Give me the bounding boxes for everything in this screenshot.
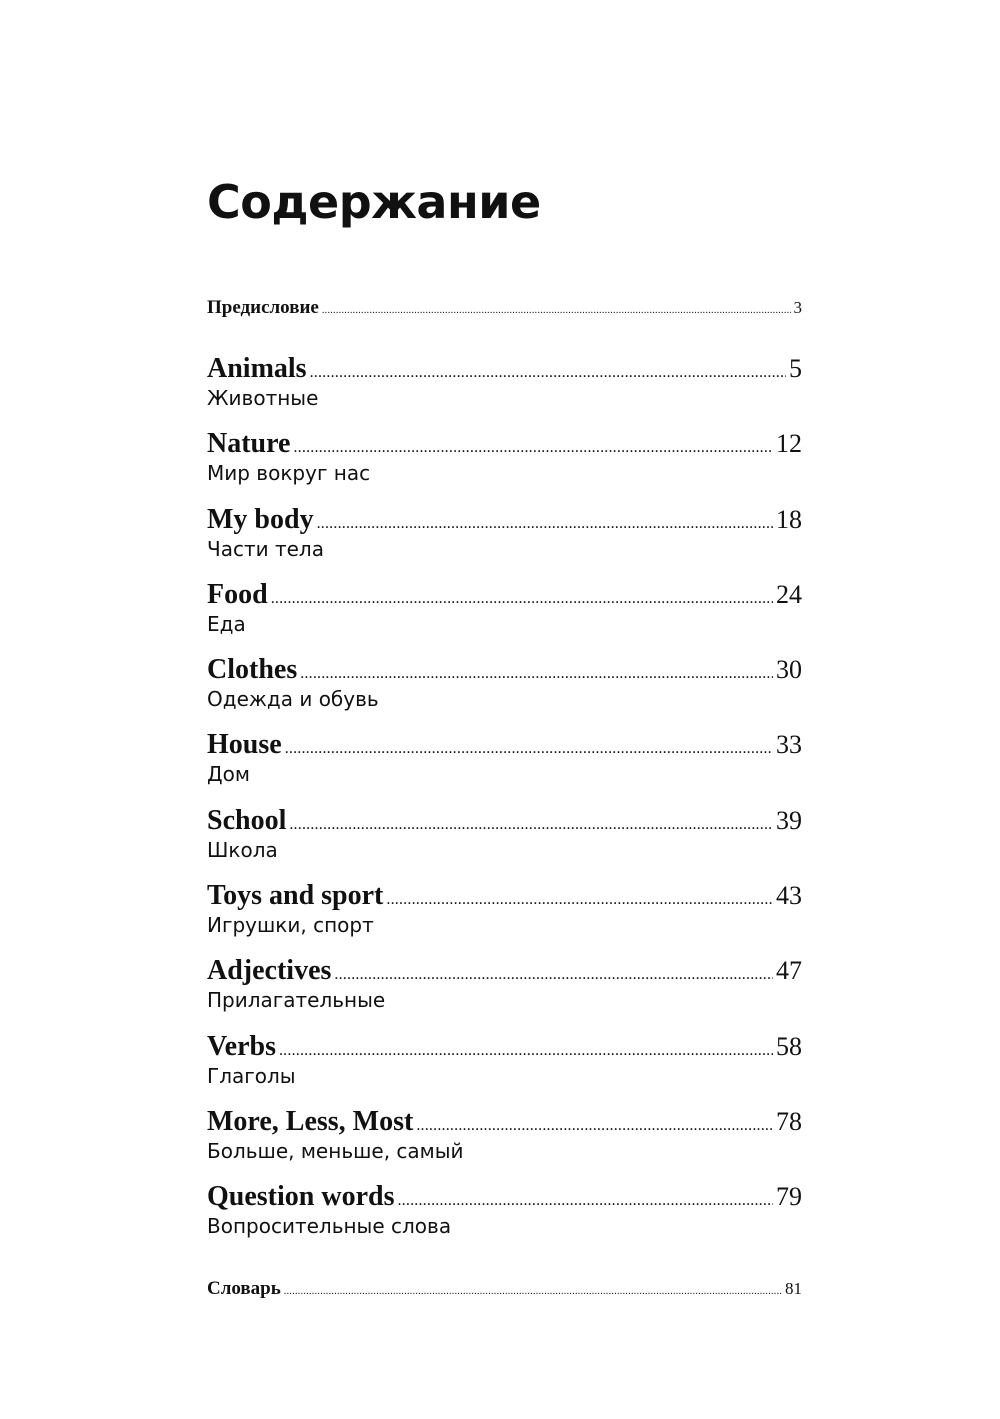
dot-leader — [322, 299, 791, 323]
dot-leader — [397, 1184, 773, 1218]
toc-entry-label: Verbs — [207, 1031, 276, 1062]
toc-entry-preface[interactable] — [207, 296, 802, 320]
toc-entry-food[interactable] — [207, 578, 802, 612]
toc-entry-toys-and-sport[interactable] — [207, 879, 802, 913]
toc-entry-label: Clothes — [207, 654, 298, 685]
toc-entry-subtitle: Глаголы — [207, 1064, 296, 1088]
toc-entry-subtitle: Больше, меньше, самый — [207, 1139, 464, 1163]
toc-entry-label: Nature — [207, 428, 291, 459]
toc-entry-school[interactable] — [207, 804, 802, 838]
dot-leader — [317, 507, 773, 541]
toc-entry-subtitle: Животные — [207, 386, 319, 410]
toc-entry-label: House — [207, 729, 282, 760]
toc-entry-label: My body — [207, 504, 314, 535]
toc-entry-subtitle: Игрушки, спорт — [207, 913, 374, 937]
toc-entry-subtitle: Прилагательные — [207, 988, 386, 1012]
toc-entry-subtitle: Вопросительные слова — [207, 1214, 452, 1238]
toc-entry-label: Предисловие — [207, 297, 319, 318]
toc-page-number: 43 — [776, 881, 802, 910]
dot-leader — [271, 582, 773, 616]
toc-page-number: 3 — [793, 298, 802, 317]
dot-leader — [386, 883, 773, 917]
toc-page-number: 39 — [776, 806, 802, 835]
toc-entry-clothes[interactable] — [207, 653, 802, 687]
toc-page-number: 58 — [776, 1032, 802, 1061]
toc-entry-subtitle: Одежда и обувь — [207, 687, 379, 711]
toc-entry-verbs[interactable] — [207, 1030, 802, 1064]
toc-entry-more-less-most[interactable] — [207, 1105, 802, 1139]
toc-page-number: 30 — [776, 655, 802, 684]
page-title: Содержание — [207, 175, 541, 229]
toc-entry-subtitle: Мир вокруг нас — [207, 461, 371, 485]
toc-entry-label: Animals — [207, 353, 307, 384]
toc-entry-house[interactable] — [207, 728, 802, 762]
toc-page-number: 47 — [776, 956, 802, 985]
toc-entry-dictionary[interactable] — [207, 1277, 802, 1301]
dot-leader — [416, 1109, 773, 1143]
toc-entry-subtitle: Дом — [207, 762, 250, 786]
toc-page-number: 5 — [789, 354, 802, 383]
dot-leader — [285, 732, 773, 766]
toc-entry-adjectives[interactable] — [207, 954, 802, 988]
toc-entry-label: Food — [207, 579, 268, 610]
toc-entry-subtitle: Части тела — [207, 537, 324, 561]
toc-entry-label: Adjectives — [207, 955, 332, 986]
toc-entry-label: More, Less, Most — [207, 1106, 414, 1137]
dot-leader — [289, 808, 773, 842]
toc-entry-label: Toys and sport — [207, 880, 384, 911]
dot-leader — [284, 1280, 782, 1304]
toc-page-number: 24 — [776, 580, 802, 609]
toc-page-number: 81 — [785, 1279, 802, 1298]
toc-entry-label: School — [207, 805, 287, 836]
toc-page-number: 78 — [776, 1107, 802, 1136]
toc-entry-nature[interactable] — [207, 427, 802, 461]
toc-page-number: 18 — [776, 505, 802, 534]
toc-entry-animals[interactable] — [207, 352, 802, 386]
toc-page-number: 79 — [776, 1182, 802, 1211]
toc-entry-label: Question words — [207, 1181, 395, 1212]
toc-entry-subtitle: Еда — [207, 612, 246, 636]
toc-page-number: 12 — [776, 429, 802, 458]
dot-leader — [310, 356, 786, 390]
dot-leader — [279, 1034, 773, 1068]
toc-entry-question-words[interactable] — [207, 1180, 802, 1214]
dot-leader — [334, 958, 773, 992]
toc-page-number: 33 — [776, 730, 802, 759]
toc-entry-subtitle: Школа — [207, 838, 278, 862]
toc-entry-my-body[interactable] — [207, 503, 802, 537]
toc-entry-label: Словарь — [207, 1278, 281, 1299]
